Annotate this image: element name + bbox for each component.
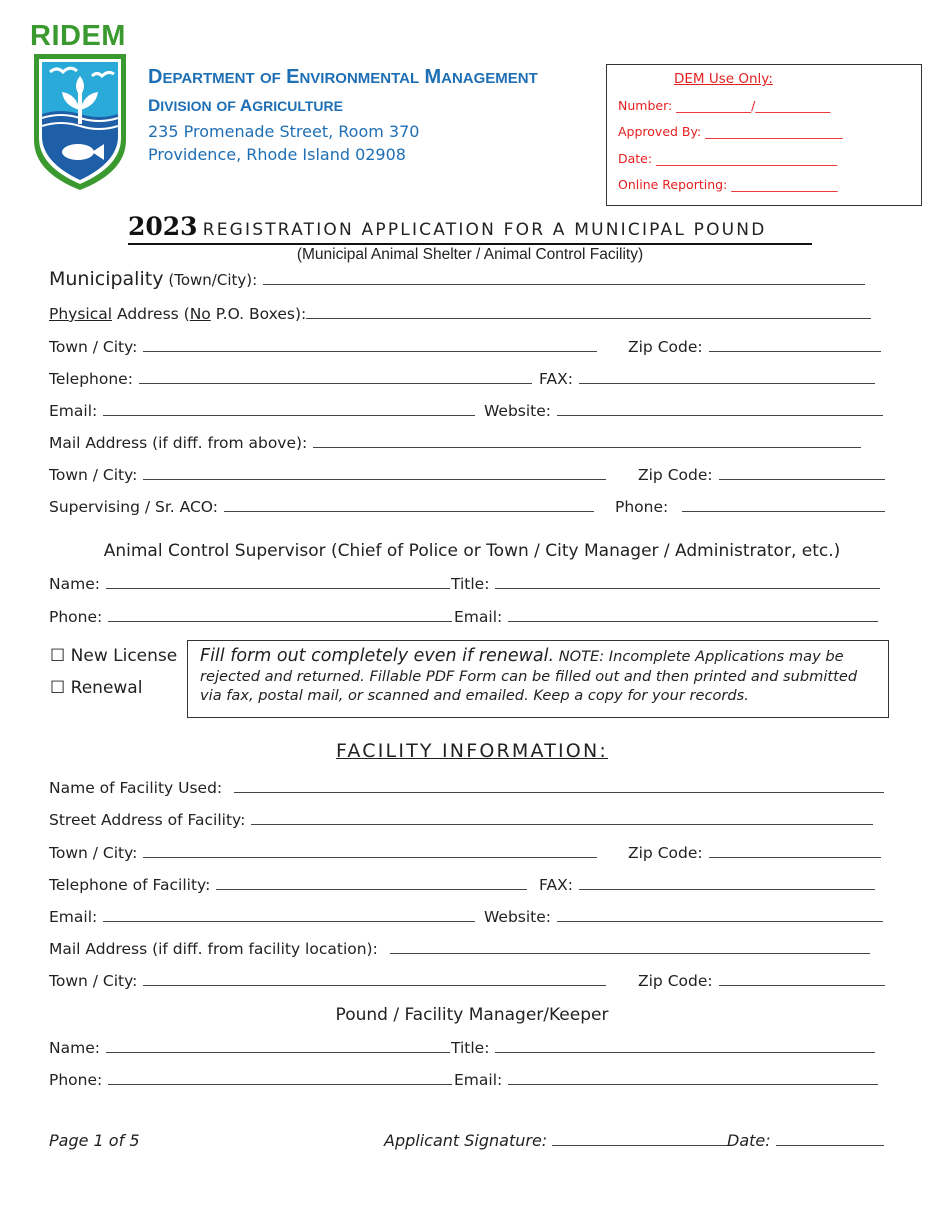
manager-phone-field[interactable]: Phone:	[49, 1071, 452, 1089]
supervising-phone-field[interactable]: Phone:	[615, 498, 885, 516]
dem-use-only-heading: DEM Use Only:	[674, 71, 773, 87]
dem-online-reporting-field: Online Reporting: _________________	[618, 177, 838, 192]
website-field[interactable]: Website:	[484, 402, 883, 420]
department-name: DEPARTMENT OF ENVIRONMENTAL MANAGEMENT	[148, 66, 538, 88]
signature-date-field[interactable]: Date:	[727, 1131, 884, 1150]
supervisor-name-field[interactable]: Name:	[49, 575, 450, 593]
applicant-signature-field[interactable]: Applicant Signature:	[384, 1131, 728, 1150]
manager-email-field[interactable]: Email:	[454, 1071, 878, 1089]
facility-website-field[interactable]: Website:	[484, 908, 883, 926]
renewal-checkbox[interactable]: ☐ Renewal	[50, 678, 143, 698]
zip-code-field[interactable]: Zip Code:	[628, 338, 881, 356]
checkbox-icon[interactable]: ☐	[50, 678, 66, 698]
form-title	[128, 212, 812, 245]
fax-field[interactable]: FAX:	[539, 370, 875, 388]
facility-email-field[interactable]: Email:	[49, 908, 475, 926]
supervisor-email-field[interactable]: Email:	[454, 608, 878, 626]
town-city-field[interactable]: Town / City:	[49, 338, 597, 356]
municipality-field[interactable]: Municipality (Town/City):	[49, 268, 865, 290]
telephone-field[interactable]: Telephone:	[49, 370, 532, 388]
form-subtitle: (Municipal Animal Shelter / Animal Control Facility)	[296, 246, 644, 263]
facility-name-field[interactable]: Name of Facility Used:	[49, 779, 884, 797]
facility-mail-address-field[interactable]: Mail Address (if diff. from facility location):	[49, 940, 870, 958]
form-year: 2023	[128, 212, 198, 241]
page-number: Page 1 of 5	[49, 1131, 140, 1150]
new-license-checkbox[interactable]: ☐ New License	[50, 646, 178, 666]
form-title-text: REGISTRATION APPLICATION FOR A MUNICIPAL POUND	[202, 220, 767, 240]
dem-use-only-box	[606, 64, 922, 206]
supervisor-phone-field[interactable]: Phone:	[49, 608, 452, 626]
dem-date-field: Date: _____________________________	[618, 151, 838, 166]
mail-address-field[interactable]: Mail Address (if diff. from above):	[49, 434, 861, 452]
email-field[interactable]: Email:	[49, 402, 475, 420]
facility-town-city-field[interactable]: Town / City:	[49, 844, 597, 862]
manager-title-field[interactable]: Title:	[451, 1039, 875, 1057]
facility-town-city-2-field[interactable]: Town / City:	[49, 972, 606, 990]
facility-telephone-field[interactable]: Telephone of Facility:	[49, 876, 527, 894]
address-line-2: Providence, Rhode Island 02908	[148, 145, 406, 164]
town-city-2-field[interactable]: Town / City:	[49, 466, 606, 484]
manager-heading: Pound / Facility Manager/Keeper	[335, 1005, 609, 1025]
address-line-1: 235 Promenade Street, Room 370	[148, 122, 420, 141]
note-body: NOTE: Incomplete Applications may be rejected and returned. Fillable PDF Form can be filled out and then printed and submitted via fax, postal mail, or scanned and emailed. Keep a copy for your records.	[200, 648, 858, 704]
facility-zip-code-2-field[interactable]: Zip Code:	[638, 972, 885, 990]
facility-fax-field[interactable]: FAX:	[539, 876, 875, 894]
zip-code-2-field[interactable]: Zip Code:	[638, 466, 885, 484]
facility-zip-code-field[interactable]: Zip Code:	[628, 844, 881, 862]
note-lead: Fill form out completely even if renewal.	[200, 646, 555, 666]
facility-section-title: FACILITY INFORMATION:	[336, 740, 608, 762]
physical-address-field[interactable]: Physical Address (No P.O. Boxes):	[49, 305, 871, 323]
supervising-aco-field[interactable]: Supervising / Sr. ACO:	[49, 498, 594, 516]
ridem-logo-text: RIDEM	[30, 20, 126, 52]
division-name: DIVISION OF AGRICULTURE	[148, 96, 343, 115]
supervisor-heading: Animal Control Supervisor (Chief of Police or Town / City Manager / Administrator, etc.)	[103, 541, 841, 561]
facility-street-address-field[interactable]: Street Address of Facility:	[49, 811, 873, 829]
instructions-note	[187, 640, 889, 718]
manager-name-field[interactable]: Name:	[49, 1039, 450, 1057]
supervisor-title-field[interactable]: Title:	[451, 575, 880, 593]
dem-number-field: Number: ____________/____________	[618, 98, 831, 113]
dem-approved-by-field: Approved By: ______________________	[618, 124, 843, 139]
ridem-shield-logo	[30, 52, 130, 192]
checkbox-icon[interactable]: ☐	[50, 646, 66, 666]
